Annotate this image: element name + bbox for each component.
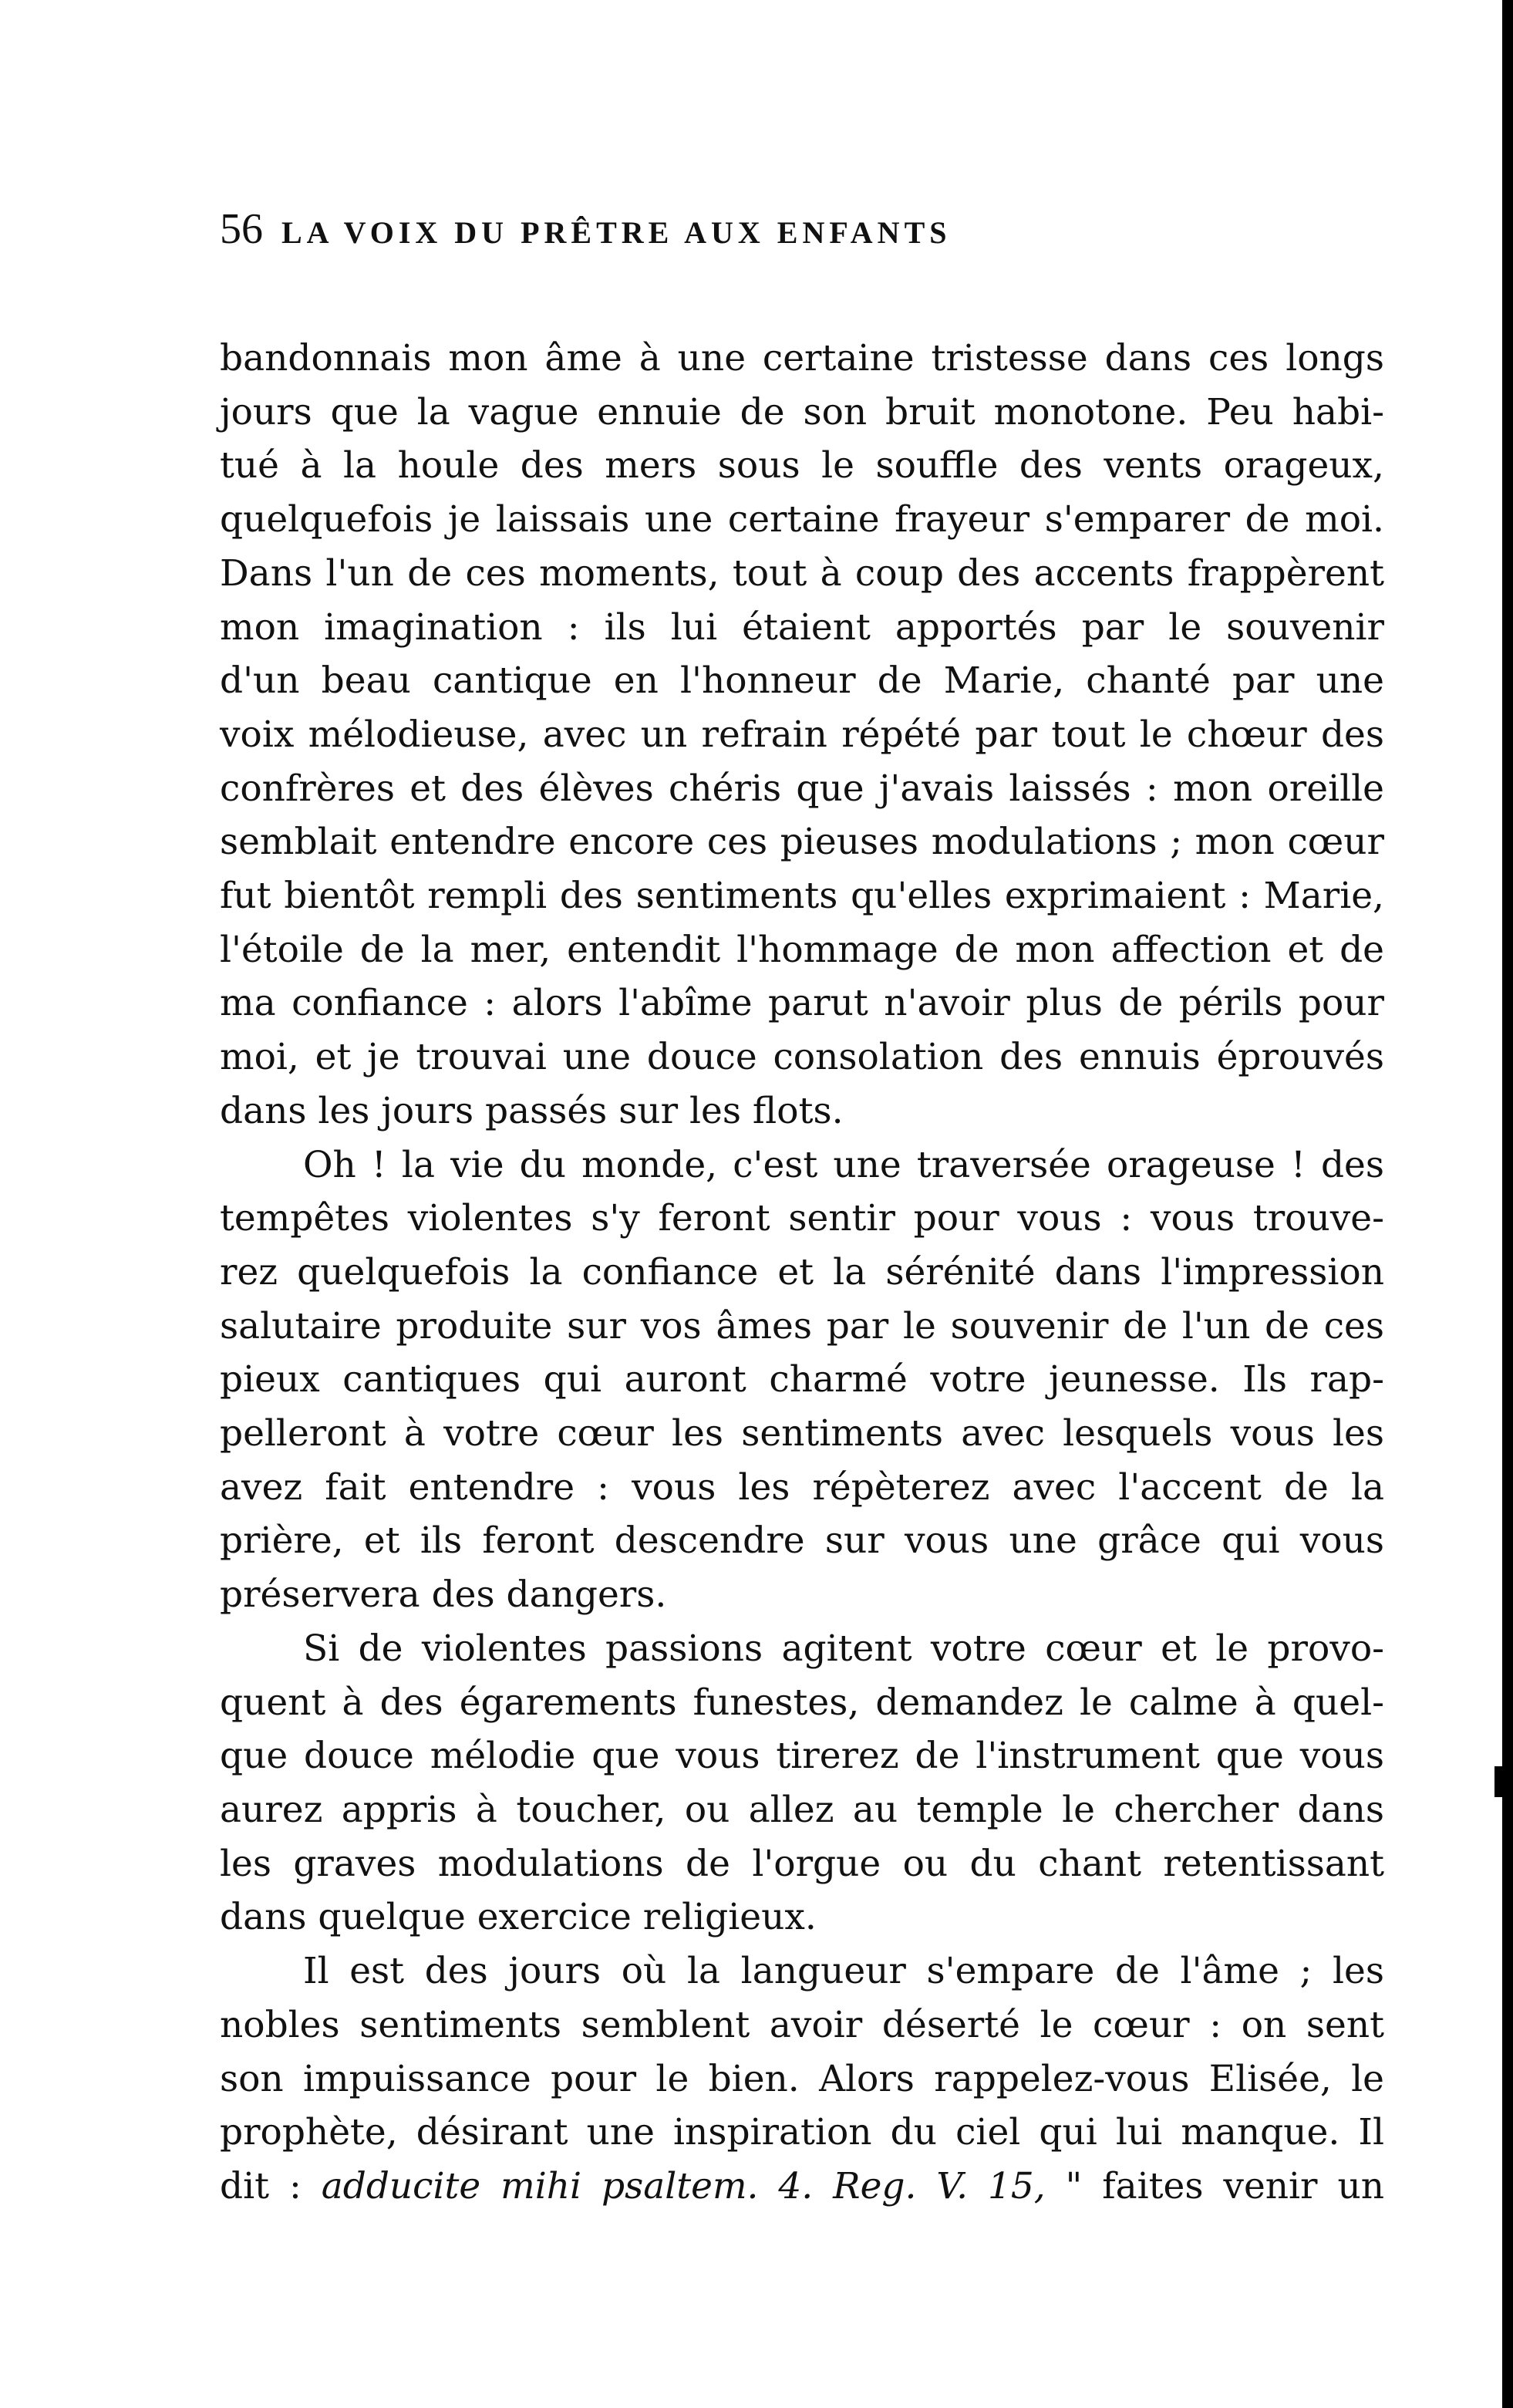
text-line: quelquefois je laissais une certaine frayeur s'emparer de moi. <box>220 498 1384 541</box>
text-line: pieux cantiques qui auront charmé votre jeunesse. Ils rap- <box>220 1358 1384 1401</box>
paragraph-2 <box>220 1138 1384 1622</box>
latin-citation: adducite mihi psaltem. 4. Reg. V. 15, <box>321 2164 1046 2207</box>
text-line: semblait entendre encore ces pieuses modulations ; mon cœur <box>220 821 1384 864</box>
text-line: Si de violentes passions agitent votre cœur et le provo- <box>303 1627 1384 1670</box>
text-line: quent à des égarements funestes, demandez le calme à quel- <box>220 1681 1384 1724</box>
text-line: nobles sentiments semblent avoir déserté le cœur : on sent <box>220 2003 1384 2046</box>
text-line: voix mélodieuse, avec un refrain répété par tout le chœur des <box>220 713 1384 756</box>
text-line: mon imagination : ils lui étaient apportés par le souvenir <box>220 605 1384 649</box>
paragraph-1 <box>220 332 1384 1138</box>
page-number: 56 <box>220 205 263 253</box>
text-line: que douce mélodie que vous tirerez de l'instrument que vous <box>220 1735 1384 1778</box>
paragraph-4 <box>220 1944 1384 2214</box>
running-header <box>220 202 1377 256</box>
text-line: d'un beau cantique en l'honneur de Marie, chanté par une <box>220 659 1384 703</box>
text-line: Il est des jours où la langueur s'empare de l'âme ; les <box>303 1950 1384 1993</box>
text-run: " faites venir un <box>1045 2164 1385 2207</box>
text-line: dans quelque exercice religieux. <box>220 1896 817 1939</box>
text-line: moi, et je trouvai une douce consolation des ennuis éprouvés <box>220 1036 1384 1079</box>
paragraph-3 <box>220 1622 1384 1944</box>
text-line: bandonnais mon âme à une certaine tristesse dans ces longs <box>220 337 1384 379</box>
running-title: LA VOIX DU PRÊTRE AUX ENFANTS <box>281 215 952 250</box>
text-line: son impuissance pour le bien. Alors rappelez-vous Elisée, le <box>220 2057 1384 2100</box>
text-line: salutaire produite sur vos âmes par le souvenir de l'un de ces <box>220 1304 1384 1347</box>
text-line-final <box>220 2160 1384 2214</box>
text-line: dans les jours passés sur les flots. <box>220 1089 844 1132</box>
text-line: Dans l'un de ces moments, tout à coup des accents frappèrent <box>220 551 1384 595</box>
text-line: Oh ! la vie du monde, c'est une traversée orageuse ! des <box>303 1143 1384 1186</box>
page-edge-mark <box>1494 1766 1502 1797</box>
text-line: fut bientôt rempli des sentiments qu'elles exprimaient : Marie, <box>220 875 1384 918</box>
page-edge-shadow <box>1502 0 1513 2408</box>
text-line: rez quelquefois la confiance et la sérénité dans l'impression <box>220 1250 1384 1293</box>
text-line: pelleront à votre cœur les sentiments avec lesquels vous les <box>220 1412 1384 1455</box>
text-line: les graves modulations de l'orgue ou du chant retentissant <box>220 1842 1384 1885</box>
text-line: tempêtes violentes s'y feront sentir pour vous : vous trouve- <box>220 1197 1384 1240</box>
body-text <box>220 332 1384 2214</box>
text-run: dit : <box>220 2164 322 2207</box>
text-line: prière, et ils feront descendre sur vous une grâce qui vous <box>220 1519 1384 1563</box>
text-line: prophète, désirant une inspiration du ciel qui lui manque. Il <box>220 2111 1384 2154</box>
text-line: aurez appris à toucher, ou allez au temple le chercher dans <box>220 1788 1384 1831</box>
text-line: l'étoile de la mer, entendit l'hommage de mon affection et de <box>220 928 1384 971</box>
text-line: confrères et des élèves chéris que j'avais laissés : mon oreille <box>220 767 1384 810</box>
text-line: avez fait entendre : vous les répèterez avec l'accent de la <box>220 1465 1384 1509</box>
text-line: préservera des dangers. <box>220 1573 667 1617</box>
text-line: jours que la vague ennuie de son bruit monotone. Peu habi- <box>220 390 1384 433</box>
text-line: ma confiance : alors l'abîme parut n'avoir plus de périls pour <box>220 982 1384 1025</box>
text-line: tué à la houle des mers sous le souffle des vents orageux, <box>220 444 1384 487</box>
